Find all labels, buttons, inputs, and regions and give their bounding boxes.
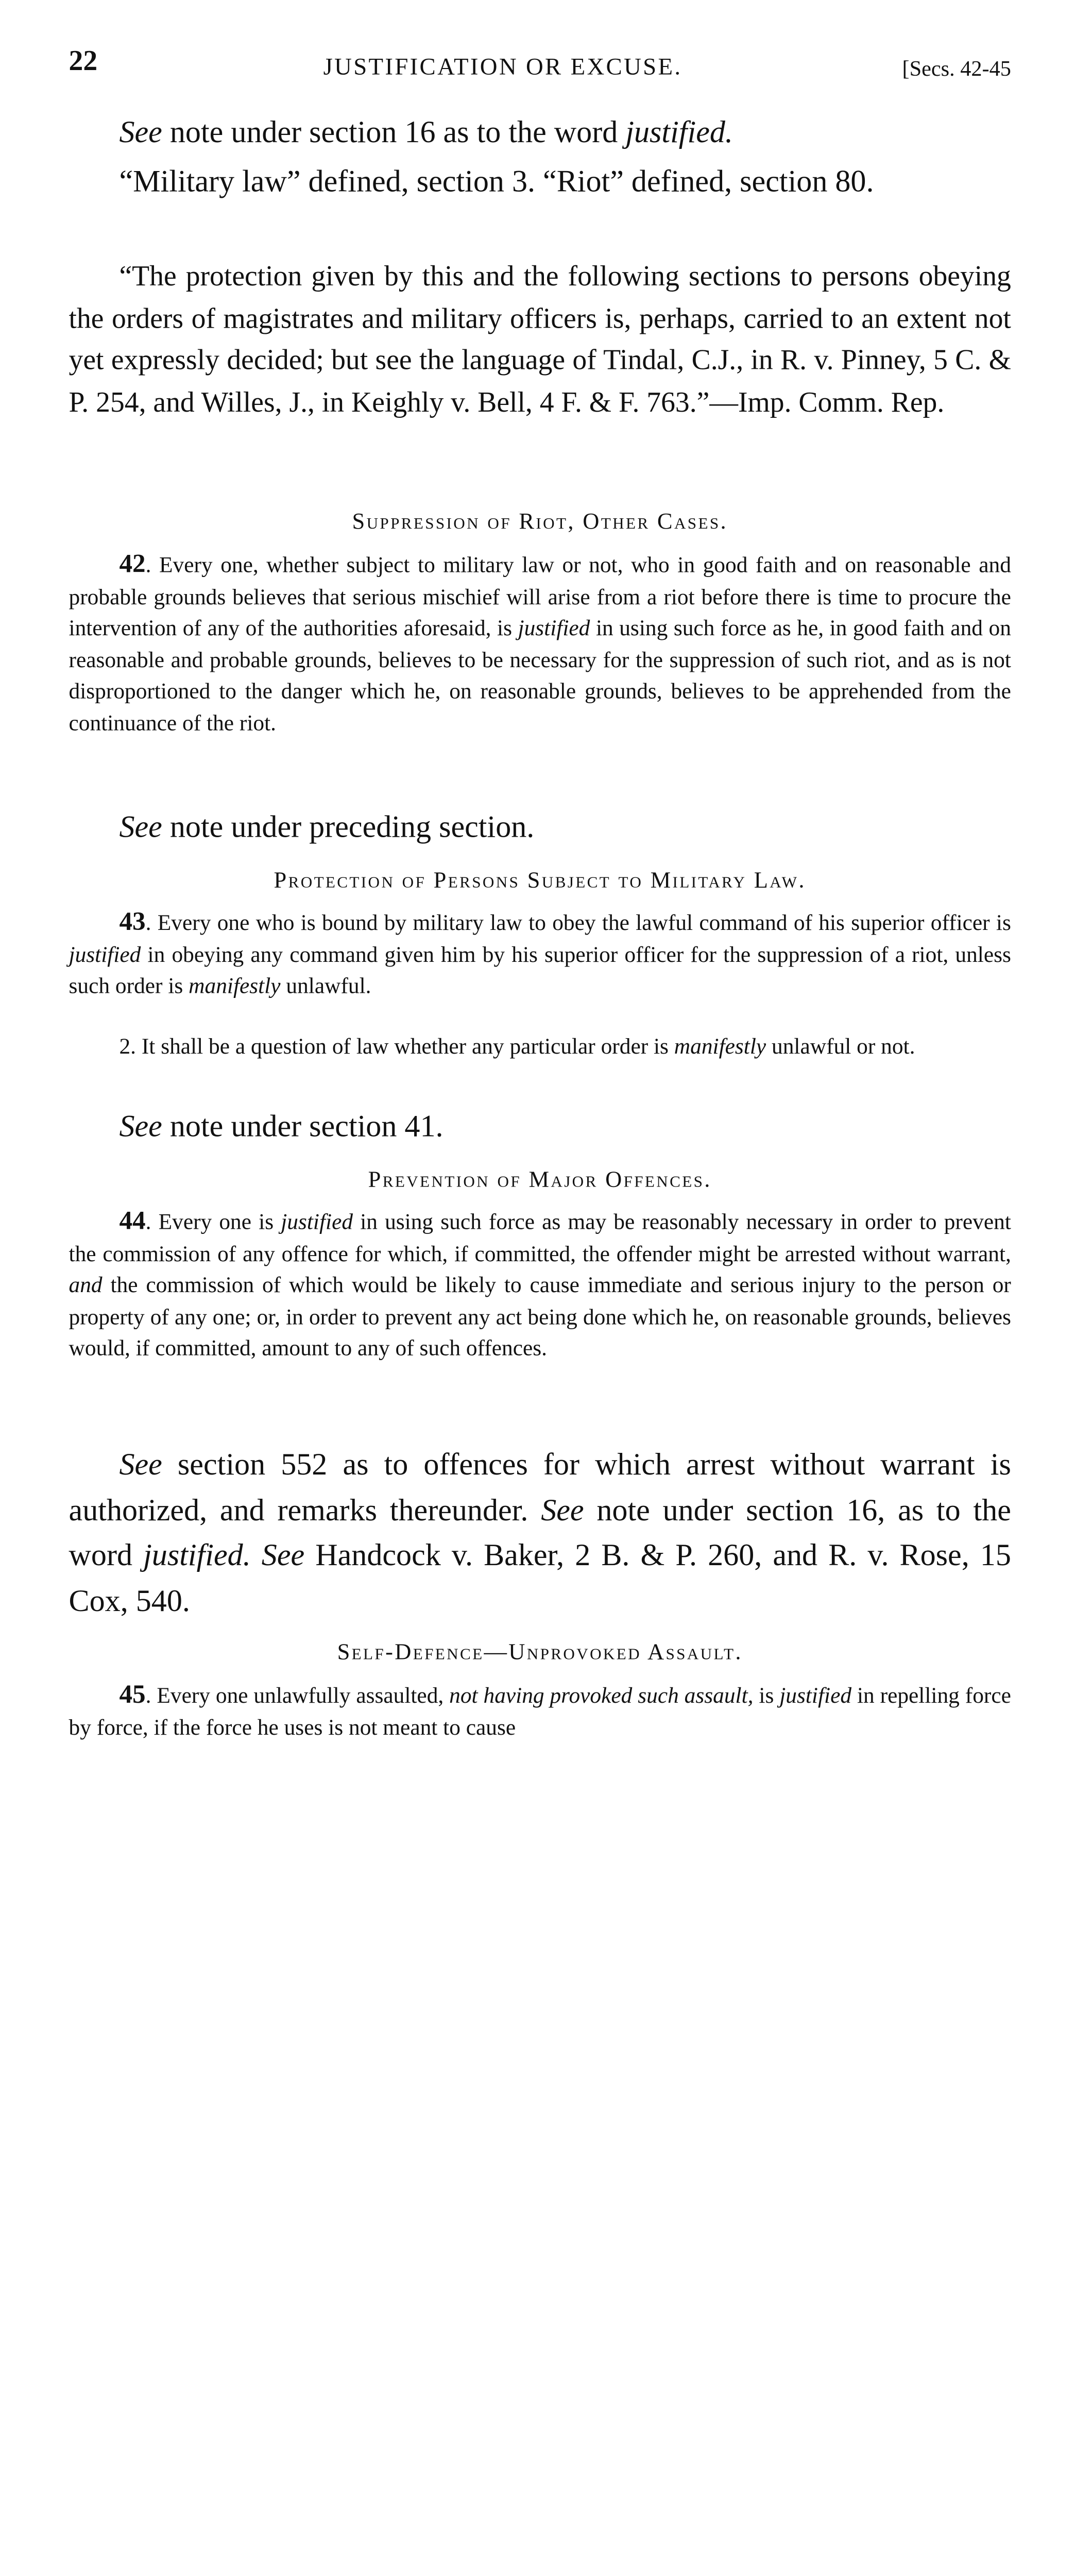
running-title: JUSTIFICATION OR EXCUSE. [323,53,682,80]
section-45-number: 45 [119,1680,146,1708]
section-45-text: 45. Every one unlawfully assaulted, not having provoked such assault, is justified in repelling force by force, if the force he uses is not meant to cause [69,1680,1011,1740]
section-42-number: 42 [119,549,146,578]
section-44-text: 44. Every one is justified in using such force as may be reasonably necessary in order to prevent the commission of any offence for which, if committed, the offender might be arrested without warrant, and the commission of which would be likely to cause immediate and serious injury to the person or property of any one; or, in order to prevent any act being done which he, on reasonable grounds, believes would, if committed, amount to any of such offences. [69,1206,1011,1361]
section-44-note: See section 552 as to offences for which arrest without warrant is authorized, and remarks thereunder. See note under section 16, as to the word justified. See Handcock v. Baker, 2 B. & P. 260, and R. v. Rose, 15 Cox, 540. [69,1447,1011,1618]
section-42-heading: Suppression of Riot, Other Cases. [352,509,728,535]
section-43-number: 43 [119,907,146,936]
section-43-heading: Protection of Persons Subject to Military Law. [274,868,806,893]
intro-note-1: See note under section 16 as to the word justified. [119,114,733,149]
section-43-text: 43. Every one who is bound by military law to obey the lawful command of his superior officer is justified in obeying any command given him by his superior officer for the suppression of a riot, unless such order is manifestly unlawful. [69,907,1011,999]
section-43-note: See note under section 41. [119,1109,443,1143]
section-range: [Secs. 42-45 [902,57,1011,82]
section-45-heading: Self-Defence—Unprovoked Assault. [337,1639,743,1665]
section-44-heading: Prevention of Major Offences. [368,1167,712,1193]
section-43-subsection-2: 2. It shall be a question of law whether any particular order is manifestly unlawful or not. [119,1035,915,1060]
section-42-note: See note under preceding section. [119,809,535,844]
intro-note-3: “The protection given by this and the following sections to persons obeying the orders of magistrates and military officers is, perhaps, carried to an extent not yet expressly decided; but see the language of Tindal, C.J., in R. v. Pinney, 5 C. & P. 254, and Willes, J., in Keighly v. Bell, 4 F. & F. 763.”—Imp. Comm. Rep. [69,261,1011,418]
section-44-number: 44 [119,1206,146,1235]
intro-note-2: “Military law” defined, section 3. “Riot” defined, section 80. [119,164,874,199]
running-header [69,46,1011,92]
page-number: 22 [69,46,98,77]
section-42-text: 42. Every one, whether subject to military law or not, who in good faith and on reasonable and probable grounds believes that serious mischief will arise from a riot before there is time to procure the intervention of any of the authorities aforesaid, is justified in using such force as he, in good faith and on reasonable and probable grounds, believes to be necessary for the suppression of such riot, and as is not disproportioned to the danger which he, on reasonable grounds, believes to be apprehended from the continuance of the riot. [69,549,1011,736]
